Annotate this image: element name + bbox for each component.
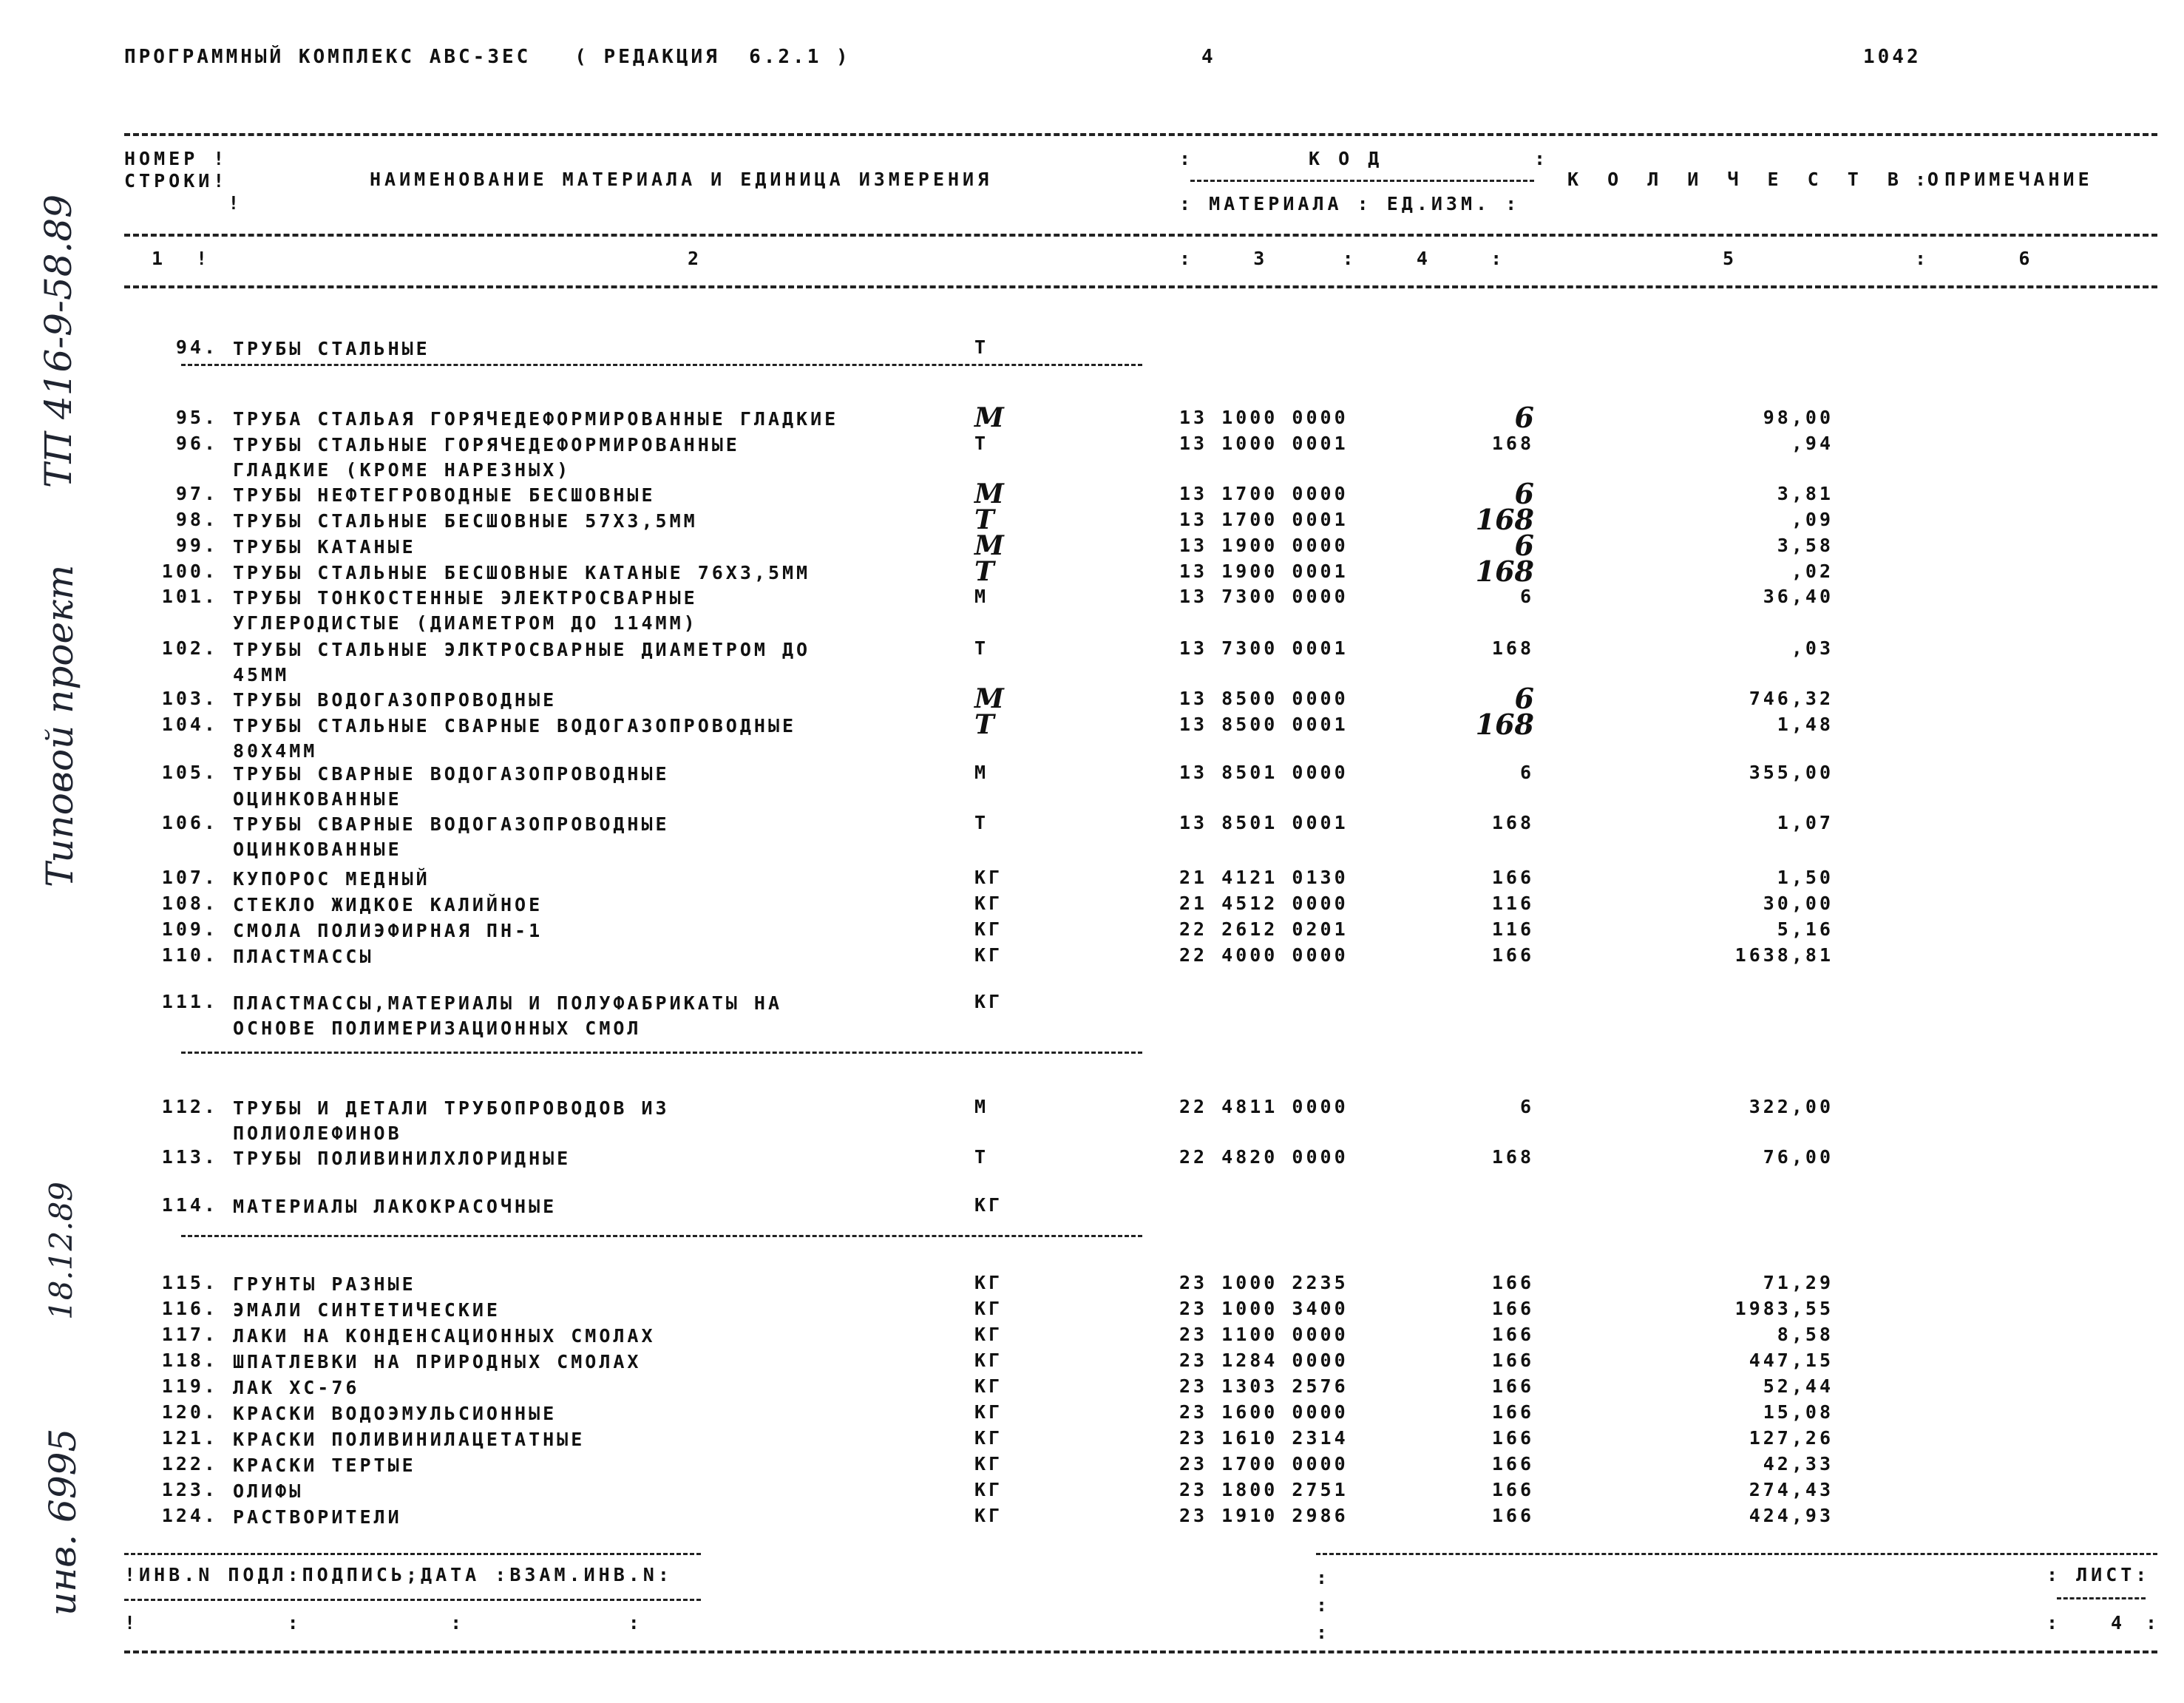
unit-of-measure: КГ xyxy=(974,1350,1003,1371)
material-name: ТРУБЫ ВОДОГАЗОПРОВОДНЫЕ xyxy=(233,689,557,711)
unit-of-measure: М xyxy=(974,586,989,607)
material-name: ПЛАСТМАССЫ,МАТЕРИАЛЫ И ПОЛУФАБРИКАТЫ НА ОСНОВЕ ПОЛИМЕРИЗАЦИОННЫХ СМОЛ xyxy=(233,992,782,1039)
table-row xyxy=(0,762,2184,810)
quantity: 36,40 xyxy=(1763,586,1834,607)
row-number: 119. xyxy=(161,1375,218,1397)
row-number: 107. xyxy=(161,867,218,888)
table-row xyxy=(0,1096,2184,1144)
row-number: 104. xyxy=(161,714,218,735)
quantity: 98,00 xyxy=(1763,407,1834,428)
unit-of-measure: КГ xyxy=(974,991,1003,1012)
table-row xyxy=(0,991,2184,1039)
unit-of-measure: М xyxy=(974,1096,989,1117)
table-row xyxy=(0,944,2184,971)
material-name: ТРУБЫ СТАЛЬНЫЕ ГОРЯЧЕДЕФОРМИРОВАННЫЕ ГЛАДКИЕ (КРОМЕ НАРЕЗНЫХ) xyxy=(233,434,740,481)
row-number: 106. xyxy=(161,812,218,833)
material-name: КУПОРОС МЕДНЫЙ xyxy=(233,868,430,890)
stamp-row: ! : : : xyxy=(124,1612,643,1633)
quantity: 355,00 xyxy=(1749,762,1834,783)
table-row xyxy=(0,682,2184,715)
unit-of-measure: М xyxy=(974,530,1004,561)
material-code: 13 1000 0000 xyxy=(1179,407,1349,428)
row-number: 120. xyxy=(161,1401,218,1423)
col-row-number-header: НОМЕР ! СТРОКИ! ! xyxy=(124,148,243,214)
material-code: 13 7300 0000 xyxy=(1179,586,1349,607)
row-number: 97. xyxy=(175,483,218,504)
table-row xyxy=(0,1272,2184,1299)
row-number: 110. xyxy=(161,944,218,966)
table-row xyxy=(0,1375,2184,1402)
margin-inventory-number: инв. 6995 xyxy=(41,1428,84,1616)
material-code: 23 1000 3400 xyxy=(1179,1298,1349,1319)
stamp-rule-mid xyxy=(124,1599,701,1601)
quantity: ,02 xyxy=(1791,561,1834,582)
quantity: 1,07 xyxy=(1777,812,1834,833)
quantity: 127,26 xyxy=(1749,1427,1834,1449)
table-row xyxy=(0,1146,2184,1173)
sheet-label: : ЛИСТ: xyxy=(2046,1564,2151,1585)
table-row xyxy=(0,637,2184,685)
unit-code: 6 xyxy=(1514,401,1534,434)
material-code: 13 1700 0001 xyxy=(1179,509,1349,530)
row-number: 114. xyxy=(161,1194,218,1216)
unit-code: 166 xyxy=(1491,1375,1534,1397)
unit-of-measure: М xyxy=(974,762,989,783)
unit-of-measure: М xyxy=(974,402,1004,433)
material-name: ТРУБЫ ТОНКОСТЕННЫЕ ЭЛЕКТРОСВАРНЫЕ УГЛЕРОДИСТЫЕ (ДИАМЕТРОМ ДО 114ММ) xyxy=(233,587,698,634)
unit-of-measure: КГ xyxy=(974,1194,1003,1216)
quantity: ,94 xyxy=(1791,433,1834,454)
material-name: ПЛАСТМАССЫ xyxy=(233,946,374,967)
material-name: ТРУБЫ СВАРНЫЕ ВОДОГАЗОПРОВОДНЫЕ ОЦИНКОВАННЫЕ xyxy=(233,813,670,860)
unit-of-measure: КГ xyxy=(974,1505,1003,1526)
quantity: 746,32 xyxy=(1749,688,1834,709)
table-row xyxy=(0,555,2184,588)
page-rule-bottom xyxy=(124,1650,2157,1653)
unit-code: 168 xyxy=(1475,503,1534,536)
unit-of-measure: КГ xyxy=(974,1298,1003,1319)
table-row xyxy=(0,477,2184,510)
material-name: МАТЕРИАЛЫ ЛАКОКРАСОЧНЫЕ xyxy=(233,1196,557,1217)
unit-of-measure: КГ xyxy=(974,1272,1003,1293)
unit-of-measure: КГ xyxy=(974,1375,1003,1397)
table-row xyxy=(0,1298,2184,1324)
quantity: 424,93 xyxy=(1749,1505,1834,1526)
unit-of-measure: Т xyxy=(974,433,989,454)
unit-code: 168 xyxy=(1491,433,1534,454)
material-name: ЭМАЛИ СИНТЕТИЧЕСКИЕ xyxy=(233,1299,501,1321)
material-code: 21 4121 0130 xyxy=(1179,867,1349,888)
material-name: КРАСКИ ВОДОЭМУЛЬСИОННЫЕ xyxy=(233,1403,557,1424)
unit-of-measure: М xyxy=(974,478,1004,509)
col-note-header: : ПРИМЕЧАНИЕ xyxy=(1915,169,2093,190)
quantity: 274,43 xyxy=(1749,1479,1834,1500)
unit-of-measure: КГ xyxy=(974,1479,1003,1500)
unit-of-measure: КГ xyxy=(974,1401,1003,1423)
material-name: ЛАК ХС-76 xyxy=(233,1377,360,1398)
col-code-header: К О Д xyxy=(1309,148,1383,169)
table-row xyxy=(0,1194,2184,1221)
unit-code: 168 xyxy=(1491,1146,1534,1168)
col-index-6: : 6 xyxy=(1915,248,2034,269)
row-number: 102. xyxy=(161,637,218,659)
material-code: 13 8501 0001 xyxy=(1179,812,1349,833)
quantity: 76,00 xyxy=(1763,1146,1834,1168)
margin-project-number: ТП 416-9-58.89 xyxy=(37,194,80,488)
material-code: 23 1284 0000 xyxy=(1179,1350,1349,1371)
material-name: КРАСКИ ПОЛИВИНИЛАЦЕТАТНЫЕ xyxy=(233,1429,586,1450)
row-number: 100. xyxy=(161,561,218,582)
row-number: 108. xyxy=(161,893,218,914)
group-underline xyxy=(181,364,1142,366)
margin-project-type: Типовой проект xyxy=(38,564,81,887)
row-number: 99. xyxy=(175,535,218,556)
material-name: ТРУБА СТАЛЬАЯ ГОРЯЧЕДЕФОРМИРОВАННЫЕ ГЛАДКИЕ xyxy=(233,408,839,430)
row-number: 94. xyxy=(175,336,218,358)
unit-of-measure: КГ xyxy=(974,1427,1003,1449)
quantity: 42,33 xyxy=(1763,1453,1834,1475)
col-index-5: 5 xyxy=(1723,248,1738,269)
table-row xyxy=(0,812,2184,860)
unit-code: 166 xyxy=(1491,1427,1534,1449)
sheet-rule xyxy=(2057,1597,2146,1599)
row-number: 116. xyxy=(161,1298,218,1319)
group-underline xyxy=(181,1235,1142,1237)
stamp-header: !ИНВ.N ПОДЛ:ПОДПИСЬ;ДАТА :ВЗАМ.ИНВ.N: xyxy=(124,1564,673,1585)
table-row xyxy=(0,401,2184,434)
table-row xyxy=(0,708,2184,762)
unit-of-measure: Т xyxy=(974,812,989,833)
table-row xyxy=(0,1324,2184,1350)
row-number: 124. xyxy=(161,1505,218,1526)
program-title: ПРОГРАММНЫЙ КОМПЛЕКС АВС-ЗЕС ( РЕДАКЦИЯ 6.2.1 ) xyxy=(124,46,851,68)
unit-of-measure: М xyxy=(974,683,1004,714)
material-name: КРАСКИ ТЕРТЫЕ xyxy=(233,1455,416,1476)
quantity: 3,81 xyxy=(1777,483,1834,504)
material-code: 21 4512 0000 xyxy=(1179,893,1349,914)
unit-code: 166 xyxy=(1491,1324,1534,1345)
material-code: 22 2612 0201 xyxy=(1179,918,1349,940)
unit-code: 6 xyxy=(1514,529,1534,562)
header-rule-mid xyxy=(124,234,2157,237)
unit-of-measure: КГ xyxy=(974,867,1003,888)
material-code: 13 1900 0001 xyxy=(1179,561,1349,582)
col-code-subheader: : МАТЕРИАЛА : ЕД.ИЗМ. : xyxy=(1179,193,1521,214)
unit-of-measure: КГ xyxy=(974,944,1003,966)
row-number: 121. xyxy=(161,1427,218,1449)
header-rule-bottom xyxy=(124,285,2157,288)
row-number: 113. xyxy=(161,1146,218,1168)
unit-of-measure: Т xyxy=(974,336,989,358)
row-number: 115. xyxy=(161,1272,218,1293)
col-index-3-4: : 3 : 4 : xyxy=(1179,248,1506,269)
material-name: ТРУБЫ И ДЕТАЛИ ТРУБОПРОВОДОВ ИЗ ПОЛИОЛЕФИНОВ xyxy=(233,1097,670,1144)
stamp-rule-top xyxy=(124,1553,701,1555)
material-name: СМОЛА ПОЛИЭФИРНАЯ ПН-1 xyxy=(233,920,543,941)
material-code: 22 4000 0000 xyxy=(1179,944,1349,966)
material-code: 23 1910 2986 xyxy=(1179,1505,1349,1526)
row-number: 105. xyxy=(161,762,218,783)
material-code: 13 8501 0000 xyxy=(1179,762,1349,783)
material-code: 13 8500 0001 xyxy=(1179,714,1349,735)
unit-of-measure: Т xyxy=(974,556,994,587)
table-row xyxy=(0,1427,2184,1454)
material-code: 22 4811 0000 xyxy=(1179,1096,1349,1117)
table-row xyxy=(0,586,2184,634)
table-row xyxy=(0,1401,2184,1428)
material-code: 23 1610 2314 xyxy=(1179,1427,1349,1449)
col-index-2: 2 xyxy=(688,248,703,269)
table-row xyxy=(0,433,2184,481)
unit-code: 168 xyxy=(1491,637,1534,659)
material-name: ТРУБЫ ПОЛИВИНИЛХЛОРИДНЫЕ xyxy=(233,1148,572,1169)
unit-of-measure: КГ xyxy=(974,1453,1003,1475)
material-name: РАСТВОРИТЕЛИ xyxy=(233,1506,402,1528)
material-name: ТРУБЫ СТАЛЬНЫЕ СВАРНЫЕ ВОДОГАЗОПРОВОДНЫЕ 80Х4ММ xyxy=(233,715,797,762)
material-name: ТРУБЫ КАТАНЫЕ xyxy=(233,536,416,558)
quantity: 1638,81 xyxy=(1734,944,1834,966)
unit-code: 166 xyxy=(1491,1298,1534,1319)
material-name: ТРУБЫ СТАЛЬНЫЕ БЕСШОВНЫЕ 57Х3,5ММ xyxy=(233,510,698,532)
material-code: 23 1700 0000 xyxy=(1179,1453,1349,1475)
quantity: 1,48 xyxy=(1777,714,1834,735)
unit-code: 166 xyxy=(1491,1505,1534,1526)
quantity: 71,29 xyxy=(1763,1272,1834,1293)
quantity: 52,44 xyxy=(1763,1375,1834,1397)
unit-of-measure: Т xyxy=(974,637,989,659)
material-code: 23 1000 2235 xyxy=(1179,1272,1349,1293)
table-row xyxy=(0,1350,2184,1376)
group-underline xyxy=(181,1052,1142,1054)
material-code: 23 1800 2751 xyxy=(1179,1479,1349,1500)
material-name: ТРУБЫ СТАЛЬНЫЕ БЕСШОВНЫЕ КАТАНЫЕ 76Х3,5ММ xyxy=(233,562,811,583)
material-name: ТРУБЫ СТАЛЬНЫЕ ЭЛКТРОСВАРНЫЕ ДИАМЕТРОМ ДО 45ММ xyxy=(233,639,811,685)
page-number: 4 xyxy=(1201,46,1216,68)
material-name: ТРУБЫ НЕФТЕГРОВОДНЫЕ БЕСШОВНЫЕ xyxy=(233,484,656,506)
table-row xyxy=(0,1505,2184,1531)
row-number: 122. xyxy=(161,1453,218,1475)
quantity: 15,08 xyxy=(1763,1401,1834,1423)
material-code: 23 1100 0000 xyxy=(1179,1324,1349,1345)
unit-of-measure: Т xyxy=(974,709,994,740)
table-row xyxy=(0,918,2184,945)
table-row xyxy=(0,1479,2184,1506)
quantity: 322,00 xyxy=(1749,1096,1834,1117)
unit-code: 166 xyxy=(1491,1272,1534,1293)
table-row xyxy=(0,336,2184,363)
material-name: СТЕКЛО ЖИДКОЕ КАЛИЙНОЕ xyxy=(233,894,543,915)
unit-code: 166 xyxy=(1491,1401,1534,1423)
material-name: ГРУНТЫ РАЗНЫЕ xyxy=(233,1273,416,1295)
unit-code: 166 xyxy=(1491,867,1534,888)
table-row xyxy=(0,503,2184,536)
table-row xyxy=(0,867,2184,893)
material-code: 13 8500 0000 xyxy=(1179,688,1349,709)
row-number: 95. xyxy=(175,407,218,428)
unit-code: 166 xyxy=(1491,1350,1534,1371)
material-code: 13 1700 0000 xyxy=(1179,483,1349,504)
unit-code: 166 xyxy=(1491,944,1534,966)
row-number: 117. xyxy=(161,1324,218,1345)
code-header-rule xyxy=(1190,180,1534,182)
quantity: 30,00 xyxy=(1763,893,1834,914)
quantity: 1,50 xyxy=(1777,867,1834,888)
quantity: 8,58 xyxy=(1777,1324,1834,1345)
material-code: 13 1000 0001 xyxy=(1179,433,1349,454)
unit-code: 166 xyxy=(1491,1453,1534,1475)
unit-of-measure: КГ xyxy=(974,893,1003,914)
stamp-rule-top-right xyxy=(1316,1553,2157,1555)
row-number: 118. xyxy=(161,1350,218,1371)
material-code: 23 1303 2576 xyxy=(1179,1375,1349,1397)
unit-code: 168 xyxy=(1491,812,1534,833)
quantity: 5,16 xyxy=(1777,918,1834,940)
unit-code: 116 xyxy=(1491,918,1534,940)
material-name: ТРУБЫ СТАЛЬНЫЕ xyxy=(233,338,430,359)
unit-of-measure: КГ xyxy=(974,1324,1003,1345)
material-code: 13 7300 0001 xyxy=(1179,637,1349,659)
table-row xyxy=(0,893,2184,919)
unit-code: 168 xyxy=(1475,708,1534,741)
material-name: ЛАКИ НА КОНДЕНСАЦИОННЫХ СМОЛАХ xyxy=(233,1325,656,1347)
unit-code: 6 xyxy=(1514,477,1534,510)
col-index-1: 1 ! xyxy=(152,248,211,269)
table-row xyxy=(0,529,2184,562)
row-number: 109. xyxy=(161,918,218,940)
document-code: 1042 xyxy=(1863,46,1922,68)
row-number: 101. xyxy=(161,586,218,607)
quantity: 3,58 xyxy=(1777,535,1834,556)
col-quantity-header: К О Л И Ч Е С Т В О xyxy=(1567,169,1947,190)
quantity: 447,15 xyxy=(1749,1350,1834,1371)
quantity: ,03 xyxy=(1791,637,1834,659)
unit-code: 6 xyxy=(1514,682,1534,715)
unit-code: 166 xyxy=(1491,1479,1534,1500)
quantity: 1983,55 xyxy=(1734,1298,1834,1319)
sheet-number: 4 xyxy=(2111,1612,2126,1633)
material-name: ОЛИФЫ xyxy=(233,1480,304,1502)
margin-date: 18.12.89 xyxy=(43,1181,79,1320)
unit-of-measure: Т xyxy=(974,504,994,535)
table-row xyxy=(0,1453,2184,1480)
material-name: ШПАТЛЕВКИ НА ПРИРОДНЫХ СМОЛАХ xyxy=(233,1351,642,1372)
unit-code: 6 xyxy=(1519,762,1534,783)
unit-code: 116 xyxy=(1491,893,1534,914)
unit-code: 6 xyxy=(1519,1096,1534,1117)
unit-code: 168 xyxy=(1475,555,1534,588)
material-code: 22 4820 0000 xyxy=(1179,1146,1349,1168)
unit-of-measure: Т xyxy=(974,1146,989,1168)
row-number: 98. xyxy=(175,509,218,530)
row-number: 96. xyxy=(175,433,218,454)
unit-of-measure: КГ xyxy=(974,918,1003,940)
unit-code: 6 xyxy=(1519,586,1534,607)
material-code: 23 1600 0000 xyxy=(1179,1401,1349,1423)
header-rule-top xyxy=(124,133,2157,136)
row-number: 111. xyxy=(161,991,218,1012)
material-name: ТРУБЫ СВАРНЫЕ ВОДОГАЗОПРОВОДНЫЕ ОЦИНКОВАННЫЕ xyxy=(233,763,670,810)
col-name-header: НАИМЕНОВАНИЕ МАТЕРИАЛА И ЕДИНИЦА ИЗМЕРЕНИЯ xyxy=(370,169,993,190)
row-number: 123. xyxy=(161,1479,218,1500)
row-number: 103. xyxy=(161,688,218,709)
row-number: 112. xyxy=(161,1096,218,1117)
quantity: ,09 xyxy=(1791,509,1834,530)
material-code: 13 1900 0000 xyxy=(1179,535,1349,556)
